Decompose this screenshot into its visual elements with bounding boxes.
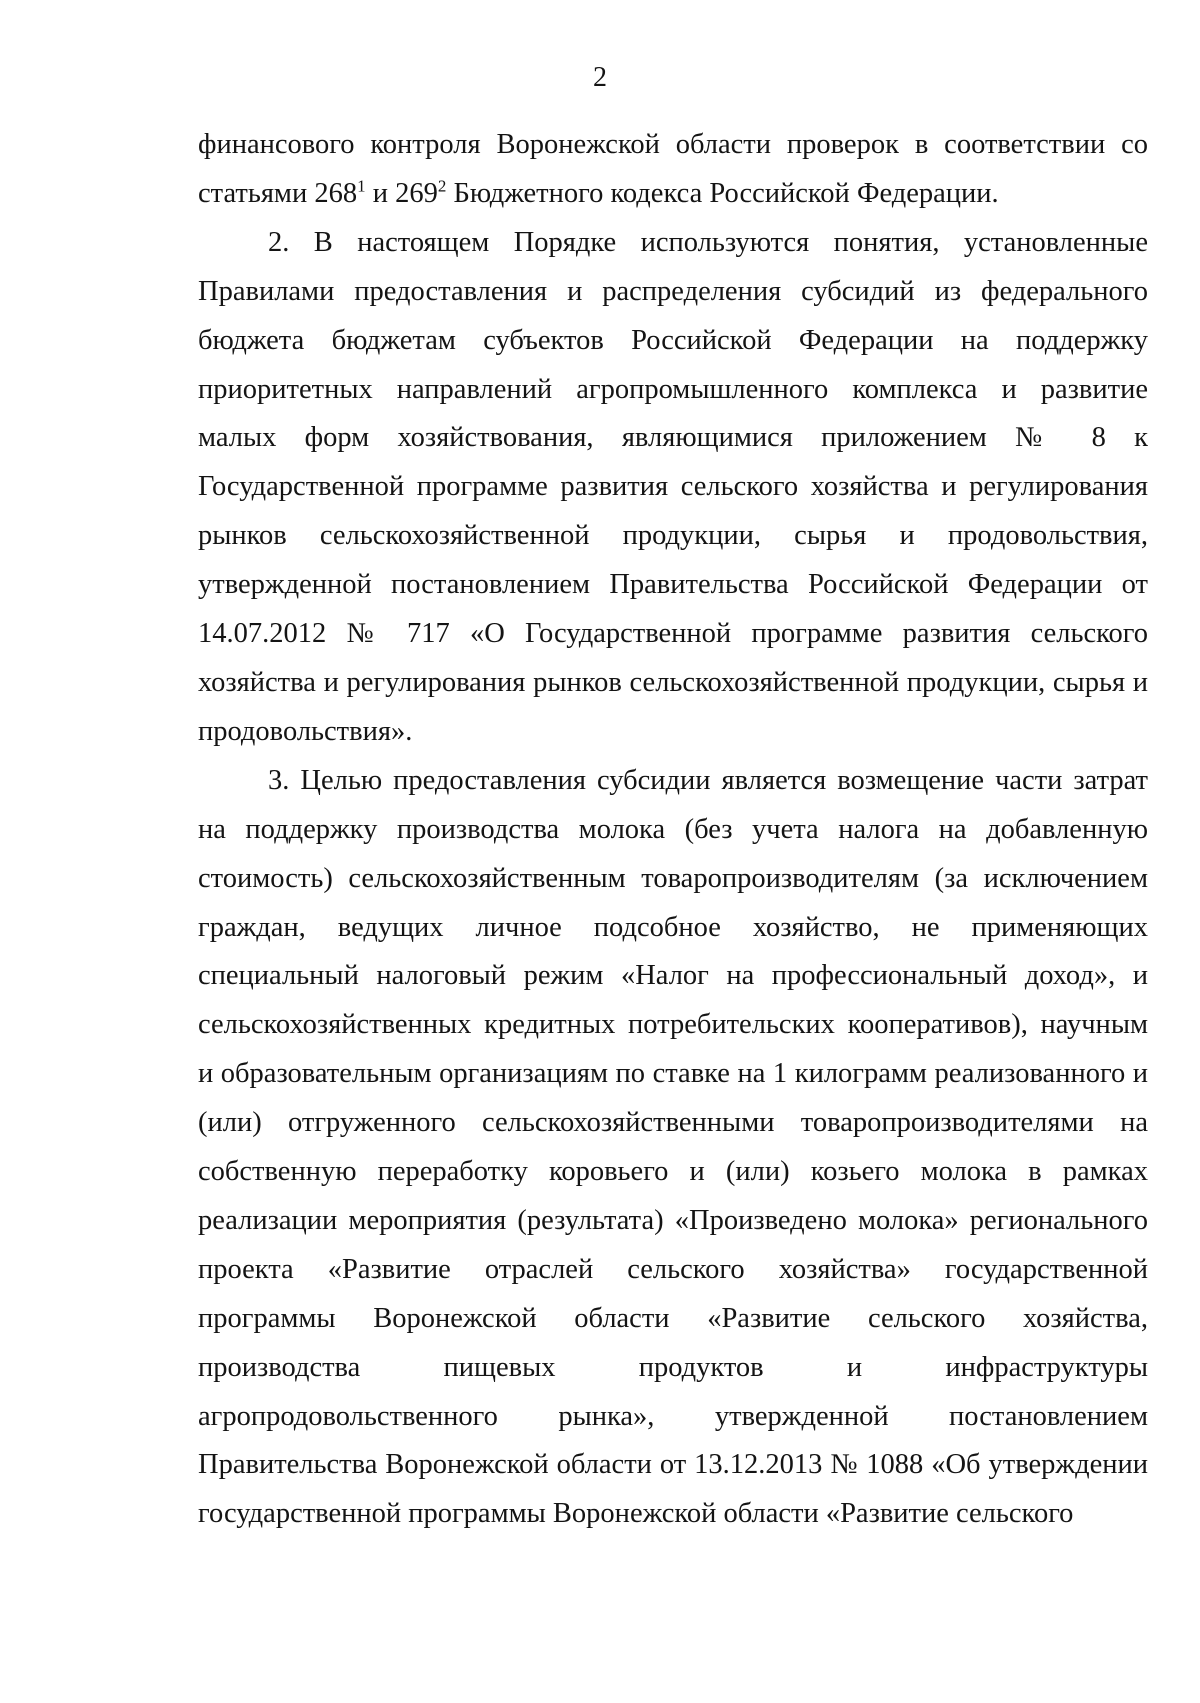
superscript-2: 2 (437, 176, 447, 196)
superscript-1: 1 (357, 176, 366, 196)
paragraph-continuation (198, 121, 1148, 219)
continuation-text-1: финансового контроля Воронежской области проверок в соответствии со статьями 268 (198, 129, 1148, 209)
continuation-text-3: Бюджетного кодекса Российской Федерации. (446, 177, 999, 209)
continuation-text-2: и 269 (365, 177, 438, 209)
document-body (198, 121, 1148, 1539)
paragraph-2: 2. В настоящем Порядке используются понятия, установленные Правилами предоставления и распределения субсидий из федерального бюджета бюджетам субъектов Российской Федерации на поддержку приоритетных направлений агропромышленного комплекса и развитие малых форм хозяйствования, являющимися приложением № 8 к Государственной программе развития сельского хозяйства и регулирования рынков сельскохозяйственной продукции, сырья и продовольствия, утвержденной постановлением Правительства Российской Федерации от 14.07.2012 № 717 «О Государственной программе развития сельского хозяйства и регулирования рынков сельскохозяйственной продукции, сырья и продовольствия». (198, 226, 1148, 747)
paragraph-3: 3. Целью предоставления субсидии является возмещение части затрат на поддержку производства молока (без учета налога на добавленную стоимость) сельскохозяйственным товаропроизводителям (за исключением граждан, ведущих личное подсобное хозяйство, не применяющих специальный налоговый режим «Налог на профессиональный доход», и сельскохозяйственных кредитных потребительских кооперативов), научным и образовательным организациям по ставке на 1 килограмм реализованного и (или) отгруженного сельскохозяйственными товаропроизводителями на собственную переработку коровьего и (или) козьего молока в рамках реализации мероприятия (результата) «Произведено молока» регионального проекта «Развитие отраслей сельского хозяйства» государственной программы Воронежской области «Развитие сельского хозяйства, производства пищевых продуктов и инфраструктуры агропродовольственного рынка», утвержденной постановлением Правительства Воронежской области от 13.12.2013 № 1088 «Об утверждении государственной программы Воронежской области «Развитие сельского (198, 764, 1148, 1530)
page-number: 2 (593, 62, 607, 93)
